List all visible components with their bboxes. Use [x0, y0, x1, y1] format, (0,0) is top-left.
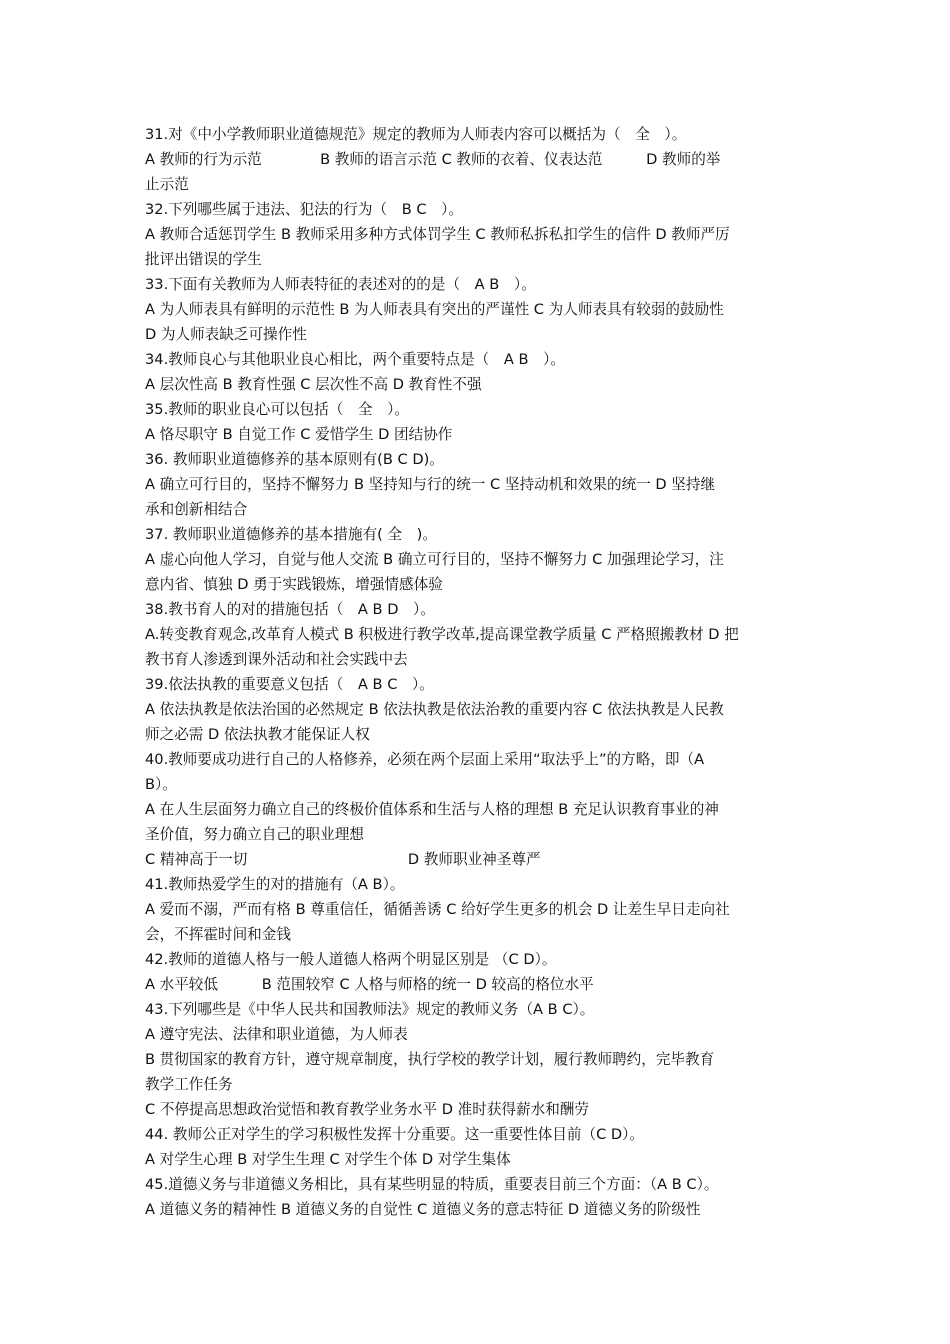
- question-41-options-cont: 会，不挥霍时间和金钱: [145, 926, 291, 943]
- question-39-options-cont: 师之必需 D 依法执教才能保证人权: [145, 726, 370, 743]
- question-44-options: A 对学生心理 B 对学生生理 C 对学生个体 D 对学生集体: [145, 1151, 511, 1168]
- question-39-options: A 依法执教是依法治国的必然规定 B 依法执教是依法治教的重要内容 C 依法执教是人民教: [145, 701, 724, 718]
- question-41-options: A 爱而不溺，严而有格 B 尊重信任，循循善诱 C 给好学生更多的机会 D 让差生早日走向社: [145, 901, 730, 918]
- question-45-options: A 道德义务的精神性 B 道德义务的自觉性 C 道德义务的意志特征 D 道德义务的阶级性: [145, 1201, 701, 1218]
- question-44-stem: 44. 教师公正对学生的学习积极性发挥十分重要。这一重要性体目前（C D）。: [145, 1126, 645, 1143]
- question-39-stem: 39.依法执教的重要意义包括（ A B C ）。: [145, 676, 434, 693]
- question-43-options-cd: C 不停提高思想政治觉悟和教育教学业务水平 D 准时获得薪水和酬劳: [145, 1101, 589, 1118]
- question-37-stem: 37. 教师职业道德修养的基本措施有( 全 )。: [145, 526, 437, 543]
- question-38-stem: 38.教书育人的对的措施包括（ A B D ）。: [145, 601, 435, 618]
- question-32-options-cont: 批评出错误的学生: [145, 251, 262, 268]
- question-37-options: A 虚心向他人学习，自觉与他人交流 B 确立可行目的，坚持不懈努力 C 加强理论学习，注: [145, 551, 724, 568]
- question-36-options-cont: 承和创新相结合: [145, 501, 248, 518]
- question-35-options: A 恪尽职守 B 自觉工作 C 爱惜学生 D 团结协作: [145, 426, 453, 443]
- question-32-options: A 教师合适惩罚学生 B 教师采用多种方式体罚学生 C 教师私拆私扣学生的信件 D 教师严厉: [145, 226, 730, 243]
- question-45-stem: 45.道德义务与非道德义务相比，具有某些明显的特质，重要表目前三个方面：（A B C）。: [145, 1176, 719, 1193]
- question-40-options-cont: 圣价值，努力确立自己的职业理想: [145, 826, 364, 843]
- question-38-options-cont: 教书育人渗透到课外活动和社会实践中去: [145, 651, 408, 668]
- question-43-option-b: B 贯彻国家的教育方针，遵守规章制度，执行学校的教学计划，履行教师聘约，完毕教育: [145, 1051, 715, 1068]
- question-35-stem: 35.教师的职业良心可以包括（ 全 ）。: [145, 401, 410, 418]
- question-36-options: A 确立可行目的，坚持不懈努力 B 坚持知与行的统一 C 坚持动机和效果的统一 D 坚持继: [145, 476, 716, 493]
- question-40-options: A 在人生层面努力确立自己的终极价值体系和生活与人格的理想 B 充足认识教育事业的神: [145, 801, 719, 818]
- question-31-stem: 31.对《中小学教师职业道德规范》规定的教师为人师表内容可以概括为（ 全 ）。: [145, 126, 687, 143]
- question-34-stem: 34.教师良心与其他职业良心相比，两个重要特点是（ A B ）。: [145, 351, 565, 368]
- question-33-options: A 为人师表具有鲜明的示范性 B 为人师表具有突出的严谨性 C 为人师表具有较弱的鼓励性: [145, 301, 724, 318]
- question-38-options: A.转变教育观念,改革育人模式 B 积极进行教学改革,提高课堂教学质量 C 严格照搬教材 D 把: [145, 626, 739, 643]
- question-34-options: A 层次性高 B 教育性强 C 层次性不高 D 教育性不强: [145, 376, 482, 393]
- document-body: [145, 122, 813, 1222]
- question-31-options: A 教师的行为示范 B 教师的语言示范 C 教师的衣着、仪表达范 D 教师的举: [145, 151, 721, 168]
- question-33-options-cont: D 为人师表缺乏可操作性: [145, 326, 307, 343]
- question-41-stem: 41.教师热爱学生的对的措施有（A B）。: [145, 876, 405, 893]
- question-43-stem: 43.下列哪些是《中华人民共和国教师法》规定的教师义务（A B C）。: [145, 1001, 595, 1018]
- question-36-stem: 36. 教师职业道德修养的基本原则有(B C D)。: [145, 451, 444, 468]
- question-37-options-cont: 意内省、慎独 D 勇于实践锻炼，增强情感体验: [145, 576, 443, 593]
- question-43-option-b-cont: 教学工作任务: [145, 1076, 233, 1093]
- question-33-stem: 33.下面有关教师为人师表特征的表述对的的是（ A B ）。: [145, 276, 536, 293]
- question-42-options: A 水平较低 B 范围较窄 C 人格与师格的统一 D 较高的格位水平: [145, 976, 594, 993]
- question-40-options-cd: C 精神高于一切 D 教师职业神圣尊严: [145, 851, 541, 868]
- question-40-stem: 40.教师要成功进行自己的人格修养，必须在两个层面上采用“取法乎上”的方略，即（A: [145, 751, 705, 768]
- question-40-stem-cont: B）。: [145, 776, 177, 793]
- question-32-stem: 32.下列哪些属于违法、犯法的行为（ B C ）。: [145, 201, 464, 218]
- question-31-options-cont: 止示范: [145, 176, 189, 193]
- question-43-option-a: A 遵守宪法、法律和职业道德，为人师表: [145, 1026, 408, 1043]
- question-42-stem: 42.教师的道德人格与一般人道德人格两个明显区别是 （C D）。: [145, 951, 557, 968]
